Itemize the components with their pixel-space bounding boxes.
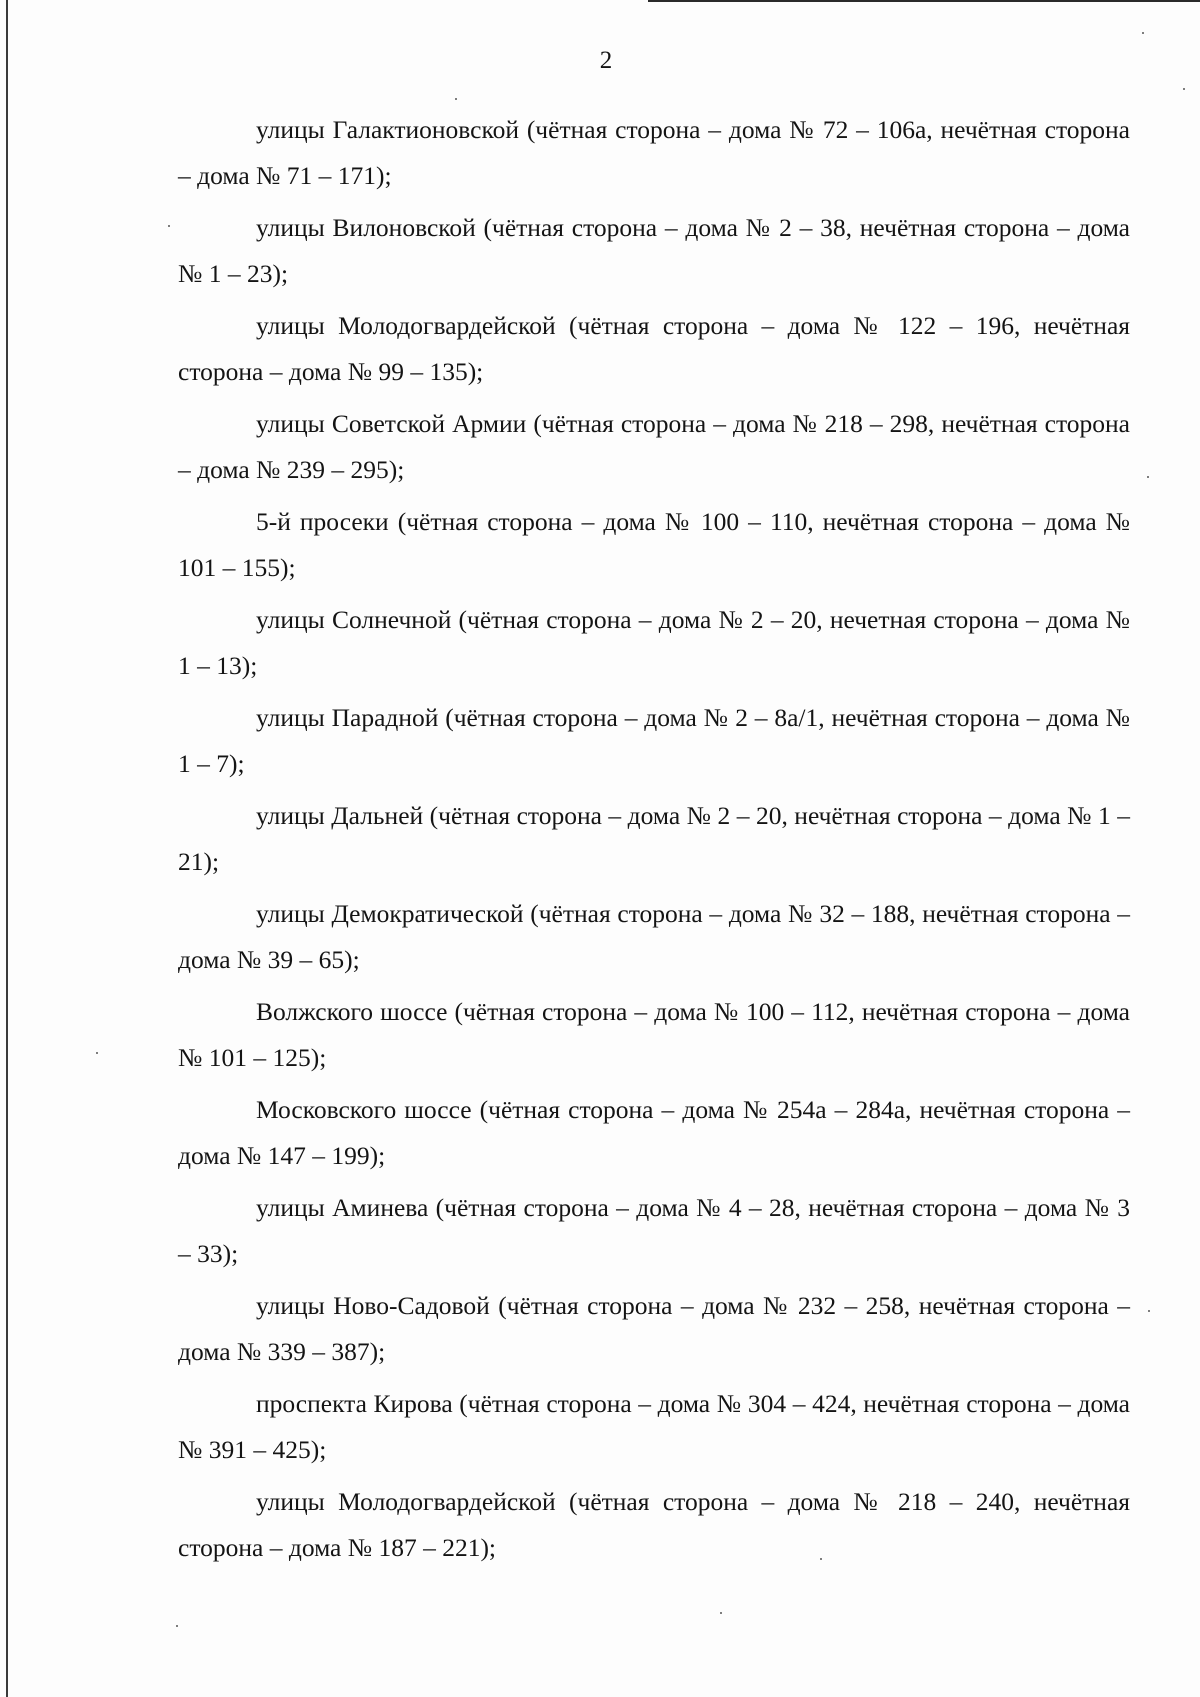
address-entry: улицы Советской Армии (чётная сторона – дома № 218 – 298, нечётная сторона – дома № 239 – 295); <box>178 409 1130 484</box>
scan-speck <box>96 1052 98 1054</box>
address-entry: улицы Парадной (чётная сторона – дома № 2 – 8а/1, нечётная сторона – дома № 1 – 7); <box>178 703 1130 778</box>
address-entry: проспекта Кирова (чётная сторона – дома № 304 – 424, нечётная сторона – дома № 391 – 425); <box>178 1389 1130 1464</box>
address-entry: улицы Солнечной (чётная сторона – дома № 2 – 20, нечетная сторона – дома № 1 – 13); <box>178 605 1130 680</box>
address-entry: улицы Дальней (чётная сторона – дома № 2 – 20, нечётная сторона – дома № 1 – 21); <box>178 801 1130 876</box>
scan-speck <box>820 1558 822 1560</box>
address-entry: улицы Галактионовской (чётная сторона – дома № 72 – 106а, нечётная сторона – дома № 71 – 171); <box>178 115 1130 190</box>
address-entry: улицы Молодогвардейской (чётная сторона – дома № 218 – 240, нечётная сторона – дома № 187 – 221); <box>178 1487 1130 1562</box>
scan-speck <box>455 98 457 100</box>
address-entry: улицы Аминева (чётная сторона – дома № 4 – 28, нечётная сторона – дома № 3 – 33); <box>178 1193 1130 1268</box>
address-entry: улицы Демократической (чётная сторона – дома № 32 – 188, нечётная сторона – дома № 39 – 65); <box>178 899 1130 974</box>
address-list <box>178 107 1130 1577</box>
scan-speck <box>176 1625 178 1627</box>
scan-speck <box>168 225 170 227</box>
address-entry: улицы Вилоновской (чётная сторона – дома № 2 – 38, нечётная сторона – дома № 1 – 23); <box>178 213 1130 288</box>
scan-top-border <box>648 0 1200 2</box>
page-number: 2 <box>599 47 613 74</box>
scan-speck <box>1183 88 1185 90</box>
address-entry: Волжского шоссе (чётная сторона – дома № 100 – 112, нечётная сторона – дома № 101 – 125); <box>178 997 1130 1072</box>
address-entry: улицы Молодогвардейской (чётная сторона – дома № 122 – 196, нечётная сторона – дома № 99 – 135); <box>178 311 1130 386</box>
scan-speck <box>1147 476 1149 478</box>
scan-speck <box>720 1612 722 1614</box>
address-entry: Московского шоссе (чётная сторона – дома № 254а – 284а, нечётная сторона – дома № 147 – 199); <box>178 1095 1130 1170</box>
scan-left-border <box>6 0 8 1697</box>
scan-speck <box>1142 32 1144 34</box>
scan-speck <box>1148 1310 1150 1312</box>
address-entry: 5-й просеки (чётная сторона – дома № 100 – 110, нечётная сторона – дома № 101 – 155); <box>178 507 1130 582</box>
address-entry: улицы Ново-Садовой (чётная сторона – дома № 232 – 258, нечётная сторона – дома № 339 – 387); <box>178 1291 1130 1366</box>
